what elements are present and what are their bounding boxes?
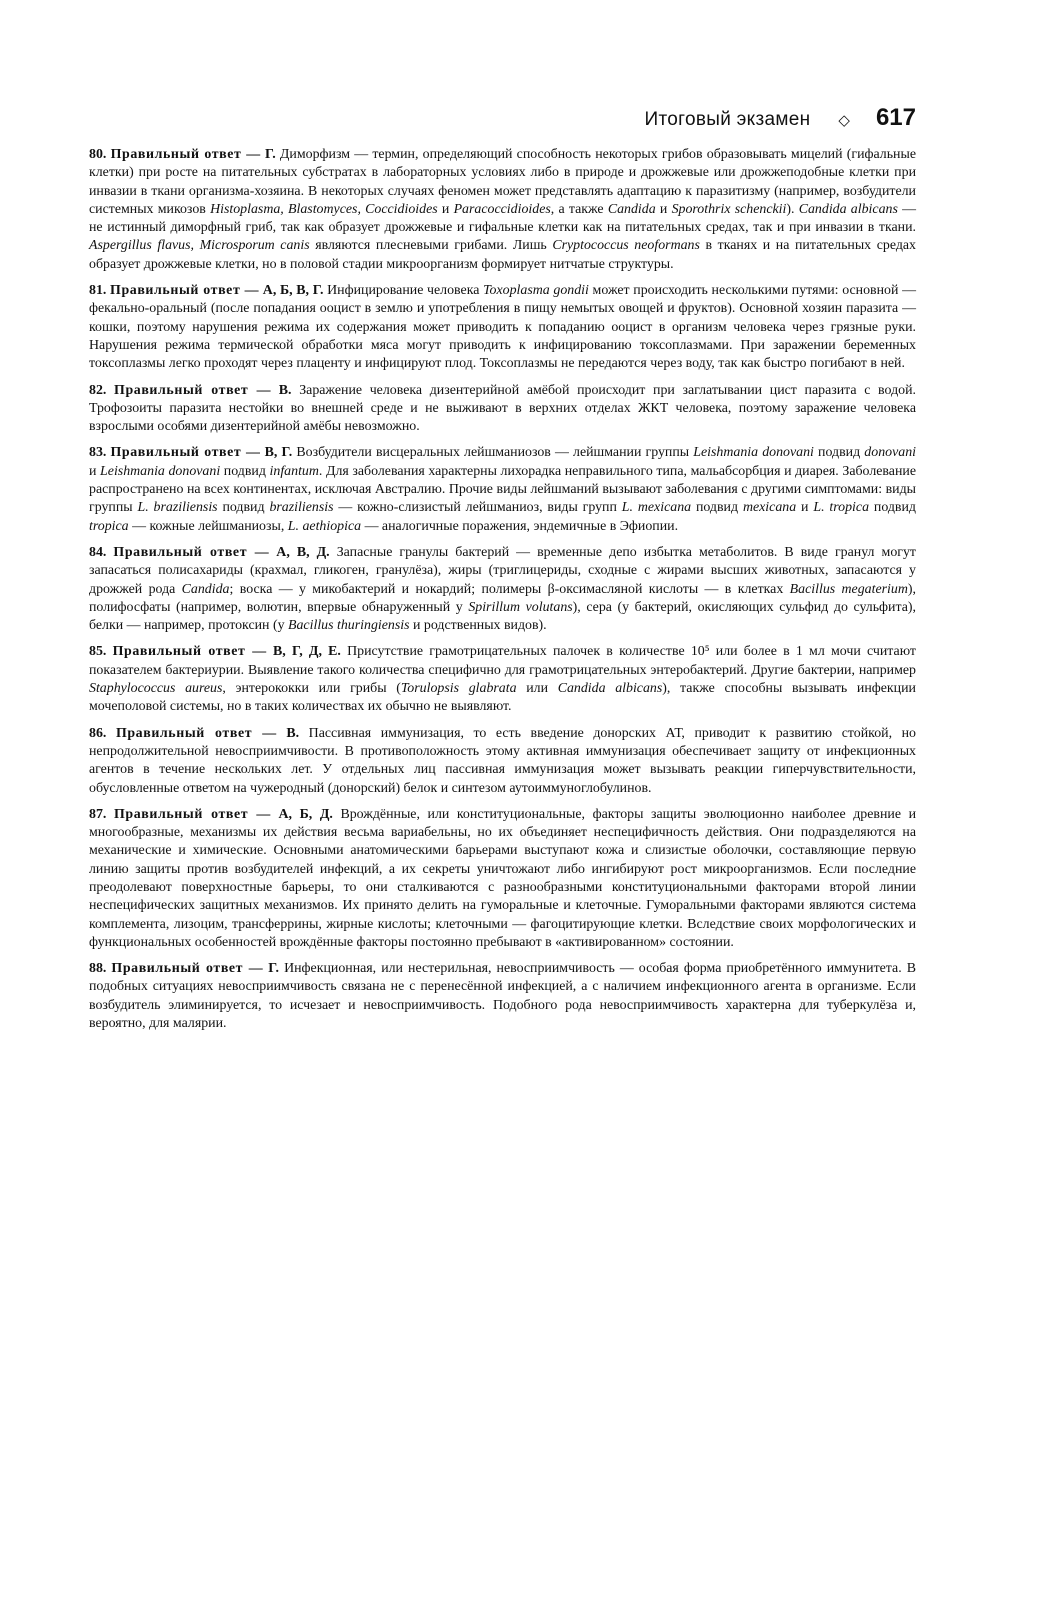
species-name: Paracoccidioides: [453, 201, 551, 217]
answer-letters: А, В, Д.: [276, 544, 330, 560]
answer-label: Правильный ответ —: [115, 725, 277, 741]
answer-text: подвид: [813, 445, 865, 461]
answer-text: Запасные гранулы бактерий — временные депо избытка метаболитов. В виде гранул могут запасаться полисахариды (крахмал, гликоген, гранулёза), жиры (триглицериды, сходные с жирами высших животных, запасаются у дрожжей рода: [89, 544, 916, 597]
answer-text: и: [437, 201, 454, 217]
answer-number: 87.: [89, 806, 107, 822]
answer-paragraph: [89, 282, 916, 373]
species-name: Bacillus thuringiensis: [288, 618, 410, 634]
answer-label: Правильный ответ —: [113, 544, 270, 560]
species-name: Histoplasma, Blastomyces, Coccidioides: [210, 201, 438, 217]
species-name: infantum: [269, 463, 319, 479]
species-name: Candida: [607, 201, 656, 217]
species-name: L. tropica: [813, 500, 870, 516]
answer-text: , энтерококки или грибы (: [222, 681, 401, 697]
answer-paragraph: [89, 725, 916, 798]
answer-text: являются плесневыми грибами. Лишь: [309, 238, 553, 254]
answer-letters: В, Г.: [264, 445, 293, 461]
page-number: 617: [875, 104, 916, 131]
species-name: Leishmania donovani: [100, 463, 221, 479]
answer-text: ), сера (у бактерий, окисляющих сульфид до сульфита), белки — например, протоксин (у: [89, 599, 916, 634]
answer-number: 82.: [89, 382, 107, 398]
answer-paragraph: [89, 643, 916, 716]
answer-paragraph: [89, 544, 916, 635]
answer-text: ), также способны вызывать инфекции мочеполовой системы, но в таких количествах их обычно не выявляют.: [89, 681, 916, 715]
answer-text: ; воска — у микобактерий и нокардий; полимеры β-оксимасляной кислоты — в клетках: [229, 581, 790, 597]
answer-paragraph: [89, 146, 916, 274]
species-name: Staphylococcus aureus: [89, 681, 223, 697]
running-header: [600, 104, 916, 138]
species-name: Spirillum volutans: [468, 599, 573, 615]
answer-text: — аналогичные поражения, эндемичные в Эфиопии.: [361, 518, 679, 534]
answer-text: ), полифосфаты (например, волютин, впервые обнаруженный у: [89, 581, 916, 615]
species-name: tropica: [89, 518, 129, 534]
species-name: mexicana: [742, 500, 797, 516]
answer-letters: Г.: [264, 147, 276, 162]
species-name: Candida albicans: [557, 681, 663, 697]
answer-text: . Для заболевания характерны лихорадка неправильного типа, мальабсорбция и диарея. Заболевание распространено на всех континентах, исключая Австралию. Прочие виды лейшманий вызывают заболевания с другими симптомами: виды группы: [89, 463, 916, 516]
answer-label: Правильный ответ —: [113, 806, 271, 822]
answer-label: Правильный ответ —: [114, 382, 272, 398]
answer-text: подвид: [869, 500, 916, 516]
answer-text: и родственных видов).: [409, 618, 547, 634]
answer-number: 81.: [89, 283, 107, 299]
answer-text: может происходить несколькими путями: основной — фекально-оральный (после попадания ооцист в землю и употребления в пищу немытых овощей и фруктов). Основной хозяин паразита — кошки, поэтому нарушения режима их содержания может приводить к попаданию ооцист в организм человека через грязные руки. Нарушения режима термической обработки мяса могут приводить к инфицированию токсоплазмами. При заражении беременных токсоплазмы легко проходят через плаценту и инфицируют плод. Токсоплазмы не передаются через воду, так как быстро погибают в ней.: [89, 283, 916, 372]
species-name: Sporothrix schenckii: [671, 201, 787, 217]
species-name: L. braziliensis: [137, 500, 218, 516]
species-name: Leishmania donovani: [693, 445, 814, 461]
answer-label: Правильный ответ —: [110, 445, 261, 461]
answer-letters: В, Г, Д, Е.: [272, 644, 341, 660]
answer-text: и: [796, 500, 814, 516]
answer-letters: В.: [286, 725, 300, 741]
answer-paragraph: [89, 382, 916, 437]
answer-text: и: [89, 463, 101, 479]
answer-text: подвид: [217, 500, 270, 516]
answer-text: — не истинный диморфный гриб, так как образует дрожжевые и гифальные клетки как на питательных средах, так и при инвазии в ткани.: [89, 201, 916, 236]
answer-text: Пассивная иммунизация, то есть введение донорских АТ, приводит к развитию стойкой, но непродолжительной невосприимчивости. В противоположность этому активная иммунизация обеспечивает защиту от инфекционных агентов в течение нескольких лет. У отдельных лиц пассивная иммунизация может вызывать реакции гиперчувствительности, обусловленные ответом на чужеродный (донорский) белок и синтезом аутоиммуноглобулинов.: [89, 725, 916, 796]
section-title: Итоговый экзамен: [644, 109, 811, 130]
answer-letters: А, Б, Д.: [278, 806, 333, 822]
species-name: Cryptococcus neoformans: [552, 238, 700, 254]
answer-number: 84.: [89, 544, 107, 560]
answer-number: 80.: [89, 147, 107, 162]
answer-text: Инфицирование человека: [323, 283, 484, 299]
answer-text: Врождённые, или конституциональные, факторы защиты эволюционно наиболее древние и многообразные, механизмы их действия весьма вариабельны, но их объединяет неспецифичность действия. Они подразделяются на механические и химические. Основными анатомическими барьерами выступают кожа и слизистые оболочки, составляющие первую линию защиты против возбудителей инфекций, а их секреты уничтожают либо ингибируют рост микроорганизмов. Если последние преодолевают поверхностные барьеры, то они сталкиваются с разнообразными конституциональными факторами второй линии неспецифических защитных механизмов. Их принято делить на гуморальные и клеточные. Гуморальными факторами являются система комплемента, лизоцим, трансферрины, жирные кислоты; клеточными — фагоцитирующие клетки. Вследствие своих морфологических и функциональных особенностей врождённые факторы постоянно пребывают в «активированном» состоянии.: [89, 806, 917, 950]
answer-number: 85.: [89, 644, 107, 660]
answer-text: — кожные лейшманиозы,: [128, 518, 288, 534]
species-name: Candida albicans: [798, 201, 898, 217]
answer-text: Возбудители висцеральных лейшманиозов — лейшмании группы: [292, 445, 694, 461]
diamond-ornament-icon: ◇: [838, 111, 850, 129]
answer-text: Присутствие грамотрицательных палочек в количестве 10⁵ или более в 1 мл мочи считают показателем бактериурии. Выявление такого количества специфично для грамотрицательных энтеробактерий. Другие бактерии, например: [89, 644, 916, 678]
answer-text: в тканях и на питательных средах образует дрожжевые клетки, но в половой стадии микроорганизм формирует нитчатые структуры.: [89, 238, 916, 272]
answer-text: Диморфизм — термин, определяющий способность некоторых грибов образовывать мицелий (гифальные клетки) при росте на питательных субстратах в лабораторных условиях либо в природе и дрожжевые или дрожжеподобные клетки при инвазии в ткани организма-хозяина. В некоторых случаях феномен может представлять адаптацию к паразитизму (например, возбудители системных микозов: [89, 147, 916, 217]
answer-text: и: [655, 201, 672, 217]
answer-paragraph: [89, 806, 916, 952]
species-name: Toxoplasma gondii: [483, 283, 589, 299]
answer-label: Правильный ответ —: [110, 283, 260, 299]
answer-text: Инфекционная, или нестерильная, невосприимчивость — особая форма приобретённого иммунитета. В подобных ситуациях невосприимчивость связана не с перенесённой инфекцией, а с наличием инфекционного агента в организме. Если возбудитель элиминируется, то исчезает и невосприимчивость. Подобного рода невосприимчивость характерна для туберкулёза и, вероятно, для малярии.: [89, 961, 916, 1032]
answer-text: или: [516, 681, 558, 697]
answer-text: ).: [786, 201, 799, 217]
answer-paragraph: [89, 444, 916, 535]
species-name: Torulopsis glabrata: [400, 681, 517, 697]
species-name: Bacillus megaterium: [789, 581, 908, 597]
answer-label: Правильный ответ —: [111, 961, 264, 977]
answer-number: 88.: [89, 961, 107, 977]
answer-letters: А, Б, В, Г.: [262, 283, 324, 299]
answer-letters: В.: [278, 382, 292, 398]
answer-text: Заражение человека дизентерийной амёбой происходит при заглатывании цист паразита с водой. Трофозоиты паразита нестойки во внешней среде и не выживают в верхних отделах ЖКТ человека, поэтому заражение человека взрослыми особями дизентерийной амёбы невозможно.: [89, 382, 916, 435]
answer-text: подвид: [691, 500, 743, 516]
answer-text: — кожно-слизистый лейшманиоз, виды групп: [333, 500, 622, 516]
answers-list: [89, 146, 916, 1041]
answer-text: , а также: [550, 201, 608, 217]
species-name: Candida: [181, 581, 230, 597]
species-name: L. aethiopica: [287, 518, 362, 534]
answer-number: 83.: [89, 445, 107, 461]
answer-paragraph: [89, 960, 916, 1033]
answer-text: подвид: [220, 463, 270, 479]
answer-letters: Г.: [268, 961, 280, 977]
answer-label: Правильный ответ —: [110, 147, 261, 162]
species-name: donovani: [864, 445, 916, 461]
species-name: L. mexicana: [621, 500, 692, 516]
answer-label: Правильный ответ —: [112, 644, 267, 660]
species-name: braziliensis: [269, 500, 334, 516]
answer-number: 86.: [89, 725, 107, 741]
species-name: Aspergillus flavus, Microsporum canis: [89, 238, 310, 254]
